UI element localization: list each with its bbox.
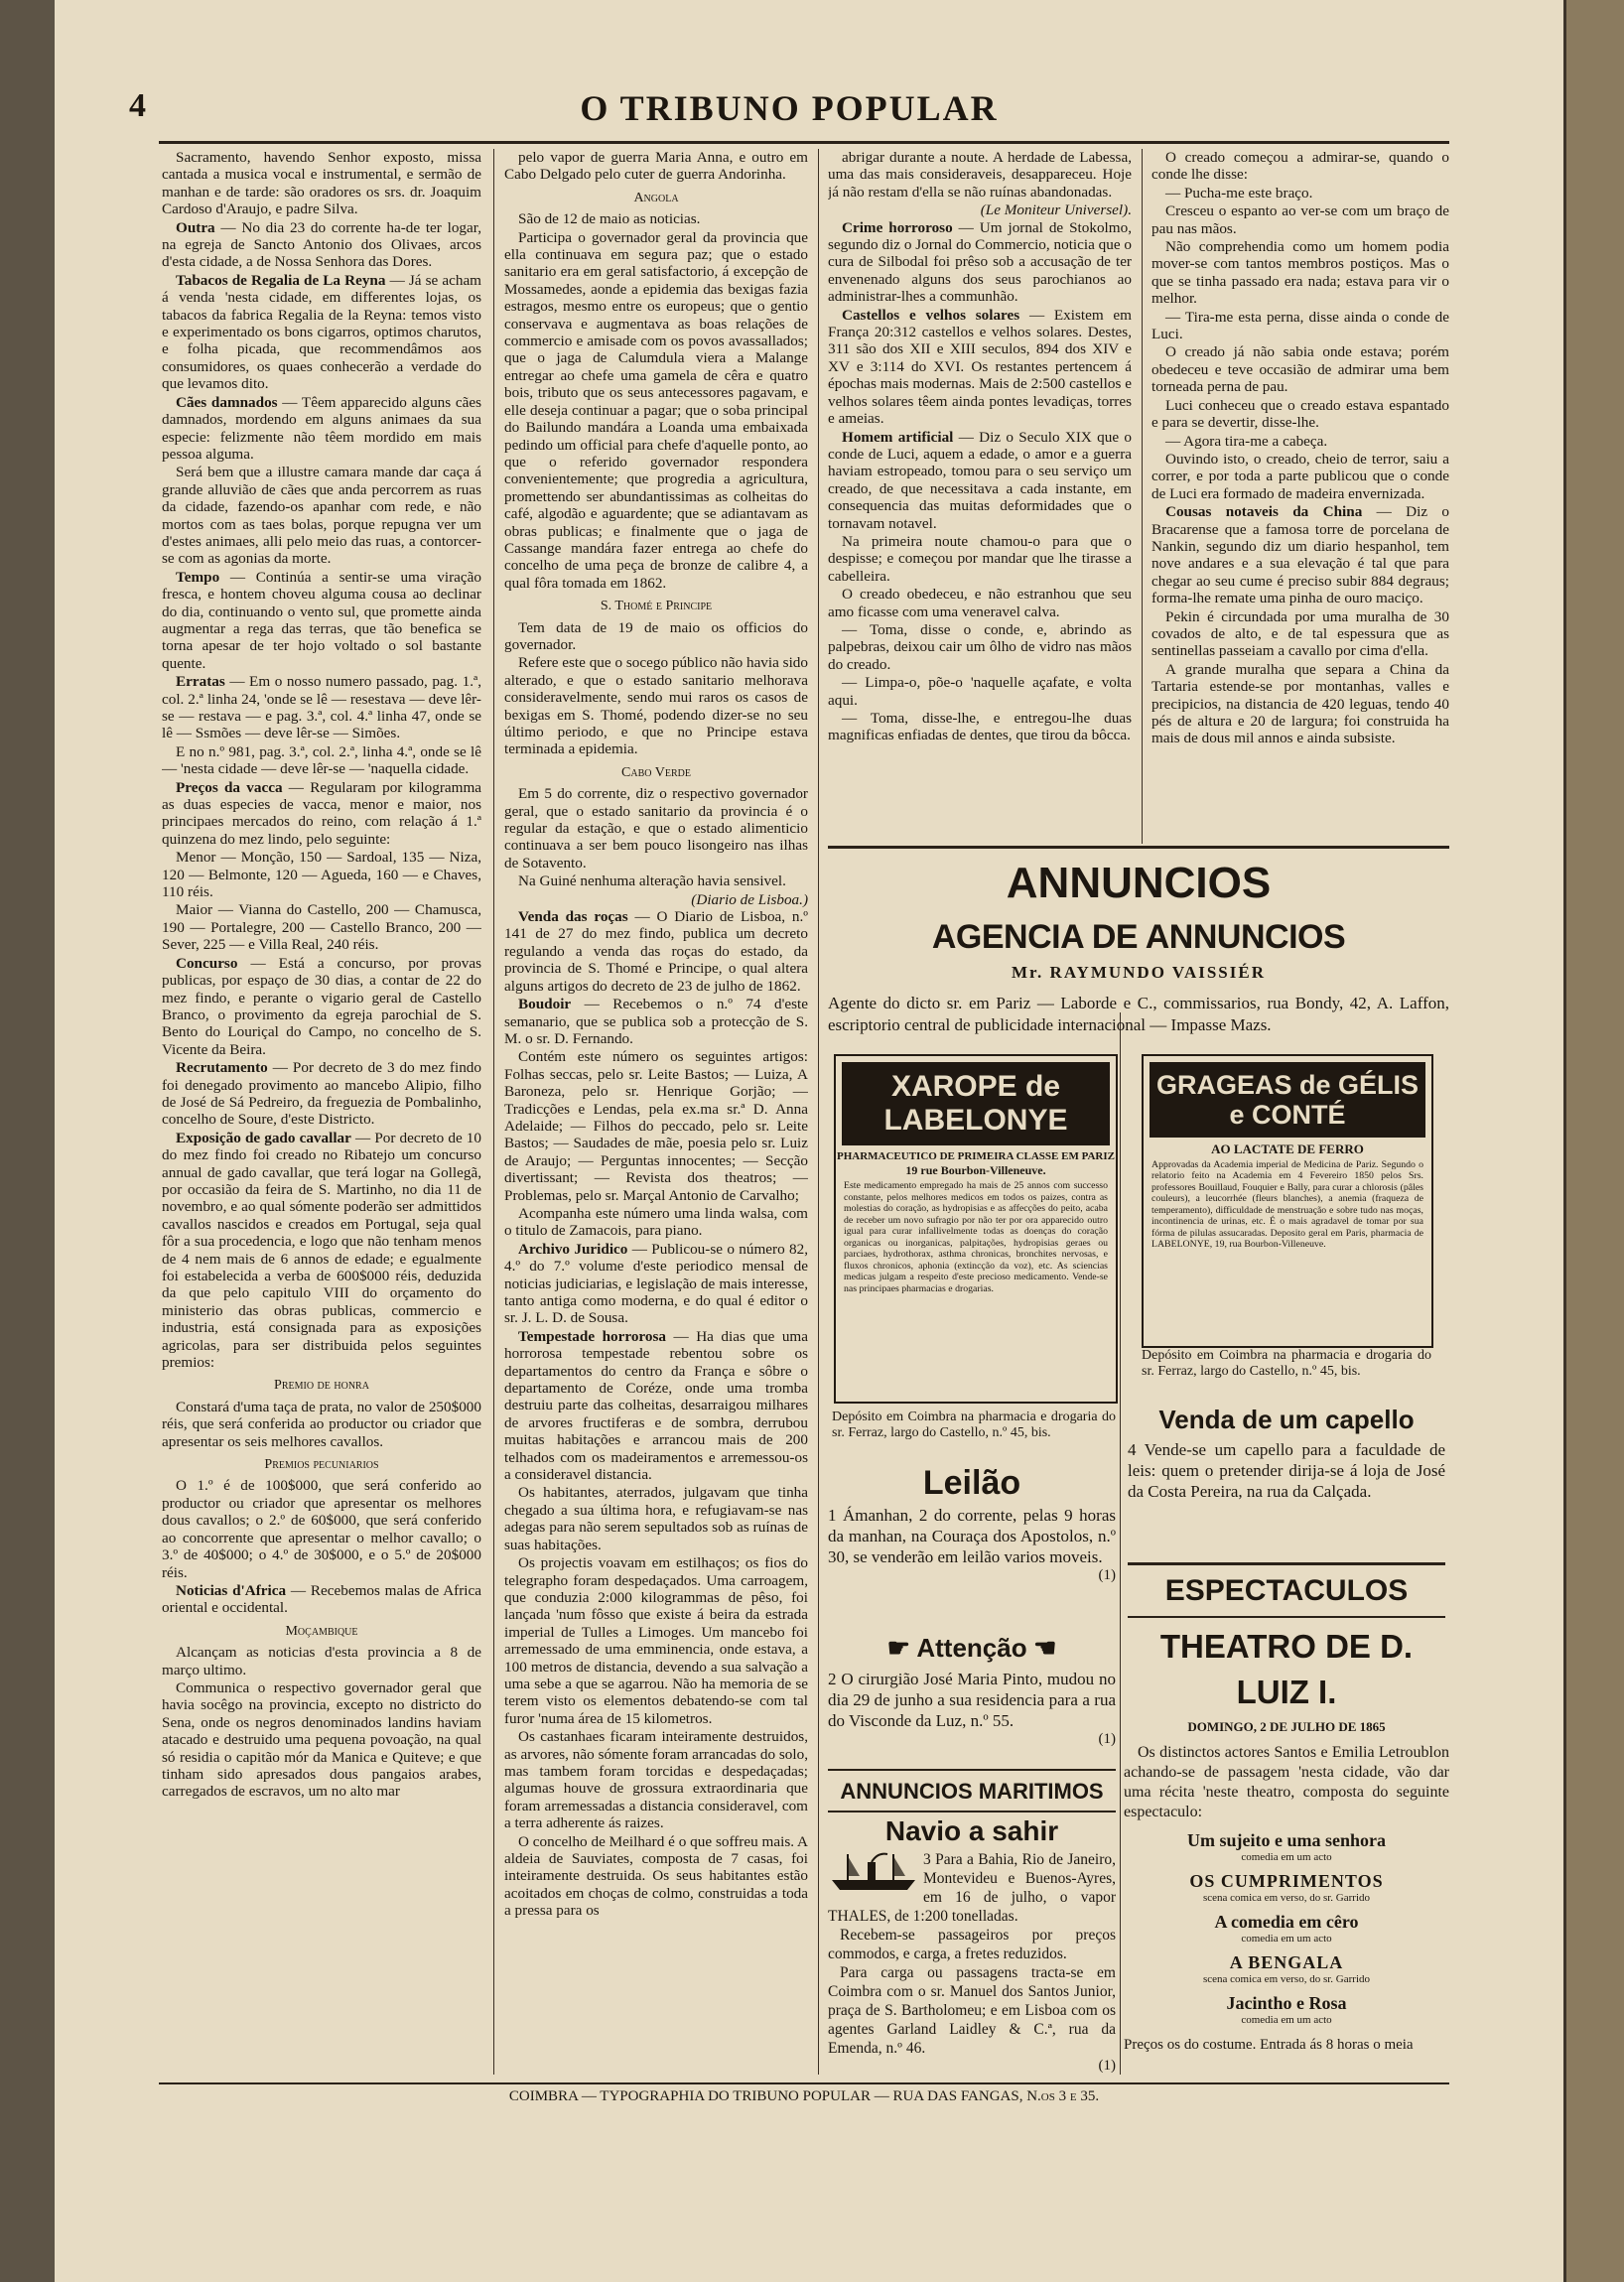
article-text: Pekin é circundada por uma muralha de 30 covados de alto, e de tal espessura que as sentinellas passeiam a cavallo por cima d'ella. bbox=[1151, 607, 1449, 660]
ads-title-box bbox=[828, 856, 1449, 913]
article bbox=[504, 1328, 808, 1484]
article bbox=[162, 673, 481, 742]
navio-text-3: Para carga ou passagens tracta-se em Coimbra com o sr. Manuel dos Santos Junior, praça de S. Bartholomeu; e em Lisboa com os agentes Garland Laidley & C.ª, rua da Emenda, n.º 46. bbox=[828, 1964, 1116, 2057]
article bbox=[162, 1130, 481, 1372]
ads-rule bbox=[828, 1769, 1116, 1771]
article-text: E no n.º 981, pag. 3.ª, col. 2.ª, linha 4.ª, onde se lê — 'nesta cidade — deve lêr-se — 'naquella cidade. bbox=[162, 742, 481, 778]
column-rule bbox=[1142, 149, 1143, 844]
theatro-prices: Preços os do costume. Entrada ás 8 horas o meia bbox=[1124, 2037, 1414, 2053]
grageas-text: Approvadas da Academia imperial de Medicina de Pariz. Segundo o relatorio feito na Academia em 4 Fevereiro 1850 pelos Srs. professores Bouillaud, Fouquier e Bally, para curar a chlorosis (pâles couleurs), a leucorrhée (fleurs blanches), a anemia (fraqueza de temperamento), difficuldade de menstruação e sobre tudo nas moças, incontinencia de urinas, etc. É o mais agradavel de tomar por sua fórma de pilulas assucaradas. Deposito geral em Paris, pharmacia de LABELONYE, 19, rua Bourbon-Villeneuve. bbox=[1151, 1158, 1423, 1250]
article-text: — Recebemos malas de Africa oriental e occidental. bbox=[162, 1581, 481, 1617]
masthead: O TRIBUNO POPULAR bbox=[580, 88, 999, 128]
theatro-date: DOMINGO, 2 DE JULHO DE 1865 bbox=[1187, 1719, 1386, 1734]
grageas-depot: Depósito em Coimbra na pharmacia e drogaria do sr. Ferraz, largo do Castello, n.º 45, bis. bbox=[1142, 1348, 1431, 1379]
article-heading: Boudoir bbox=[518, 996, 572, 1013]
article-text: — Toma, disse o conde, e, abrindo as palpebras, deixou cair um ôlho de vidro nas mãos do creado. bbox=[828, 620, 1132, 673]
article-text: — Tira-me esta perna, disse ainda o conde de Luci. bbox=[1151, 308, 1449, 343]
article-text: Não comprehendia como um homem podia mover-se com tantos membros postiços. Mas o que se tinha passado era nada; estava para vir o melhor. bbox=[1151, 238, 1449, 308]
article bbox=[504, 996, 808, 1047]
article-text: São de 12 de maio as noticias. bbox=[518, 210, 701, 228]
article-text: — Existem em França 20:312 castellos e velhos solares. Destes, 311 são dos XII e XIII seculos, 894 dos XIV e XV e 3:114 do XVI. Os restantes pertencem á épochas mais modernas. Mais de 2:500 castellos e velhos solares têem ainda pontes levadiças, torres e ameias. bbox=[828, 306, 1132, 428]
article-heading: Cães damnados bbox=[176, 393, 278, 411]
xarope-address: 19 rue Bourbon-Villeneuve. bbox=[905, 1162, 1046, 1177]
article-text: Os castanhaes ficaram inteiramente destruidos, as arvores, não sómente foram arrancadas do solo, mas tambem foram torcidas e despedaçadas; algumas houve de grossura extraordinaria que foram arremessadas a distancia consideravel, com a terra adherente ás raizes. bbox=[504, 1728, 808, 1832]
footer-rule bbox=[159, 2082, 1449, 2084]
article-text: O concelho de Meilhard é o que soffreu mais. A aldeia de Sauviates, composta de 7 casas, foi inteiramente destruida. Os seus habitantes estão acoitados em choças de colmo, construidas a toda a pressa para os bbox=[504, 1832, 808, 1920]
agency-box bbox=[828, 915, 1449, 963]
ads-rule bbox=[1128, 1616, 1445, 1618]
article-text: Maior — Vianna do Castello, 200 — Chamusca, 190 — Portalegre, 200 — Castello Branco, 200 — Sever, 225 — e Villa Real, 240 réis. bbox=[162, 901, 481, 954]
article-heading: Tempo bbox=[176, 568, 220, 586]
article-heading: Concurso bbox=[176, 954, 238, 972]
espectaculos-box bbox=[1128, 1570, 1445, 1614]
xarope-text: Este medicamento empregado ha mais de 25 annos com successo constante, pelos melhores medicos em todos os paizes, contra as molestias do coração, as hydropisias e as affecções do peito, acaba de receber um novo sufragio por não ter por ora apparecido outro igual para curar infallivelmente todas as doenças do coração organicas ou inorganicas, palpitações, hydropisias geraes ou parciaes, hydrothorax, asthma chronicas, bronchites nervosas, e fluxos chronicos, aphonia (extincção da voz), etc. As sciencias medicas julgam a respeito d'este precioso medicamento. Vende-se nas principaes pharmacias e drogarias. bbox=[844, 1180, 1108, 1294]
article bbox=[828, 307, 1132, 428]
source-credit: (Diario de Lisboa.) bbox=[691, 890, 808, 908]
atencao-text: 2 O cirurgião José Maria Pinto, mudou no dia 29 de junho a sua residencia para a rua do Visconde da Luz, n.º 55. bbox=[828, 1670, 1116, 1730]
article-heading: Preços da vacca bbox=[176, 778, 283, 796]
capello-heading: Venda de um capello bbox=[1158, 1405, 1415, 1434]
column-rule bbox=[1120, 1012, 1121, 2075]
leilao-advert bbox=[828, 1461, 1116, 1638]
column-4 bbox=[1151, 149, 1449, 834]
article-heading: Erratas bbox=[176, 673, 225, 691]
atencao-heading: Attenção bbox=[916, 1633, 1027, 1663]
article bbox=[162, 272, 481, 393]
article-text: — Já se acham á venda 'nesta cidade, em differentes lojas, os tabacos da fabrica Regalia de la Reyna: temos visto e experimentado os bons cigarros, optimos charutos, e folha picada, que recommendâmos aos consumidores, os quaes conhecerão a verdade do que levamos dito. bbox=[162, 271, 481, 393]
article-text: — Um jornal de Stokolmo, segundo diz o Jornal do Commercio, noticia que o cura de Silbodal foi prêso sob a accusação de ter envenenado alguns dos seus parochianos ao administrar-lhes a communhão. bbox=[828, 218, 1132, 306]
maritimos-heading: ANNUNCIOS MARITIMOS bbox=[840, 1779, 1104, 1804]
article bbox=[162, 394, 481, 464]
article-text: — Continúa a sentir-se uma viração fresca, e hontem choveu alguma cousa ao declinar do dia, continuando o vento sul, que promette ainda augmentar a rega das terras, que tão benefica se torna apesar de ter hojo voltado o sol bastante quente. bbox=[162, 568, 481, 672]
xarope-depot: Depósito em Coimbra na pharmacia e drogaria do sr. Ferraz, largo do Castello, n.º 45, bis. bbox=[832, 1409, 1116, 1440]
column-2 bbox=[504, 149, 808, 2075]
capello-advert bbox=[1128, 1400, 1445, 1548]
article-text: — Diz o Bracarense que a famosa torre de porcelana de Nankin, segundo diz um diario hespanhol, tem nove andares e a sua elevação é tal que para chegar ao seu cume é preciso subir 884 degraus; forma-lhe remate uma pinha de ouro maciço. bbox=[1151, 503, 1449, 607]
column-rule bbox=[493, 149, 494, 2075]
xarope-subtitle: PHARMACEUTICO DE PRIMEIRA CLASSE EM PARIZ bbox=[836, 1150, 1115, 1162]
play-title: A comedia em cêro bbox=[1214, 1912, 1359, 1932]
article-text: Refere este que o socego público não havia sido alterado, e que o estado sanitario melhorava consideravelmente, sendo mui raros os casos de bexigas em S. Thomé, podendo dizer-se no seu último periodo, e que no Principe estava terminada a epidemia. bbox=[504, 654, 808, 758]
play-subtitle: comedia em um acto bbox=[1241, 2014, 1332, 2026]
article-text: pelo vapor de guerra Maria Anna, e outro em Cabo Delgado pelo cuter de guerra Andorinha. bbox=[504, 149, 808, 184]
play-title: A BENGALA bbox=[1229, 1952, 1344, 1972]
espectaculos-heading: ESPECTACULOS bbox=[1164, 1574, 1409, 1607]
ads-title: ANNUNCIOS bbox=[1006, 859, 1272, 907]
source-credit: (Le Moniteur Universel). bbox=[980, 201, 1132, 219]
article-text: — O Diario de Lisboa, n.º 141 de 27 do mez findo, publica um decreto regulando a venda das roças do estado, da provincia de S. Thomé e Principe, o qual altera alguns artigos do decreto de 23 de julho de 1862. bbox=[504, 908, 808, 995]
article-heading: Cousas notaveis da China bbox=[1165, 503, 1363, 521]
subheading: Angola bbox=[633, 190, 679, 205]
article-text: — Por decreto de 10 do mez findo foi creado no Ribatejo um concurso annual de gado cavallar, que terá logar na Gollegã, por occasião da feira de S. Martinho, no dia 11 de novembro, e ao qual sómente poderão ser admittidos cavallos nascidos e creados em Portugal, seja qual fôr a sua procedencia, e logo que não tenham menos de 4 nem mais de 6 annos de edade; e egualmente foi estabelecida a verba de 600$000 réis, deduzida da que pelo capitulo VIII do orçamento do ministerio das obras publicas, commercio e industria, está consignada para as exposições agricolas, para ser distribuida pelos seguintes premios: bbox=[162, 1129, 481, 1372]
article-text: A grande muralha que separa a China da Tartaria estende-se por montanhas, valles e precipicios, na distancia de 420 leguas, tendo 40 pés de altura e 20 de largura; foi construida ha mais de dous mil annos e ainda subsiste. bbox=[1151, 660, 1449, 747]
play-title: OS CUMPRIMENTOS bbox=[1189, 1871, 1384, 1891]
article-text: — Publicou-se o número 82, 4.º do 7.º volume d'este periodico mensal de noticias judiciarias, e legislação de mais interesse, tanto antiga como moderna, e do qual é editor o sr. J. L. D. de Sousa. bbox=[504, 1240, 808, 1327]
navio-advert bbox=[828, 1812, 1116, 2076]
atencao-number: (1) bbox=[1098, 1731, 1116, 1747]
article-text: Será bem que a illustre camara mande dar caça á grande alluvião de cães que anda percorrem as ruas da cidade, fazendo-os apanhar com rede, e não mortos com as taes bolas, porque repugna ver um d'estes animaes, alli pelo meio das ruas, a contorcer-se com as agonias da morte. bbox=[162, 464, 481, 568]
atencao-heading-row bbox=[828, 1628, 1116, 1669]
article-text: Em 5 do corrente, diz o respectivo governador geral, que o estado sanitario da provincia é o regular da estação, e que o estado alimenticio continuava a ser bem pouco lisongeiro nas ilhas de Sotavento. bbox=[504, 785, 808, 872]
steamship-icon bbox=[828, 1850, 919, 1894]
article-text: Contém este número os seguintes artigos: Folhas seccas, pelo sr. Leite Bastos; — Luiza, A Baroneza, pelo sr. Henrique Gorjão; — Tradicções e Lendas, pela ex.ma sr.ª D. Anna Adelaide; — Filhos do peccado, pelo sr. Leite Bastos; — Saudades de mãe, poesia pelo sr. Luiz de Araujo; — Perguntas innocentes; — Secção divertissant; — Revista dos theatros; — Problemas, pelo sr. Marçal Antonio de Carvalho; bbox=[504, 1048, 808, 1204]
maritimos-box bbox=[828, 1777, 1116, 1809]
article-text: Os projectis voavam em estilhaços; os fios do telegrapho foram despedaçados. Uma carroagem, que conduzia 2:000 kilogrammas de pêso, foi lançada 'num fôsso que existe á beira da estrada imperial de Tulles a Limoges. Um mancebo foi arremessado de uma emminencia, onde estava, a 100 metros de distancia, devendo a sua salvação a uma sebe a que se agarrou. Não ha memoria de se terem visto os elementos debatendo-se com tal furor 'numa área de 15 kilometros. bbox=[504, 1554, 808, 1727]
agency-title: AGENCIA DE ANNUNCIOS bbox=[931, 918, 1346, 956]
article-heading: Outra bbox=[176, 218, 215, 236]
article-text: Menor — Monção, 150 — Sardoal, 135 — Niza, 120 — Belmonte, 120 — Agueda, 160 — e Chaves, 110 réis. bbox=[162, 849, 481, 901]
article-heading: Noticias d'Africa bbox=[176, 1581, 287, 1599]
subheading: Moçambique bbox=[285, 1623, 358, 1639]
pointing-hand-icon: ☚ bbox=[1033, 1634, 1057, 1663]
grageas-title: GRAGEAS de GÉLIS e CONTÉ bbox=[1150, 1062, 1425, 1138]
article-text: Alcançam as noticias d'esta provincia a 8 de março ultimo. bbox=[162, 1644, 481, 1678]
play-subtitle: scena comica em verso, do sr. Garrido bbox=[1203, 1892, 1370, 1904]
article-heading: Exposição de gado cavallar bbox=[176, 1129, 351, 1146]
pointing-hand-icon: ☛ bbox=[886, 1634, 910, 1663]
article bbox=[504, 1241, 808, 1327]
column-rule bbox=[818, 149, 819, 2075]
article-text: — Ha dias que uma horrorosa tempestade rebentou sobre os departamentos do centro da França e sôbre o departamento de Coréze, onde uma tromba destruiu parte das colheitas, desarraigou milhares de arvores fructiferas e de sombra, derrubou muitas habitações e arrancou mais de 200 telhados com os madeiramentos e arremessou-os a consideravel distancia. bbox=[504, 1327, 808, 1484]
theatro-text: Os distinctos actores Santos e Emilia Letroublon achando-se de passagem 'nesta cidade, vão dar uma récita 'neste theatro, composta do seguinte espectaculo: bbox=[1124, 1744, 1449, 1820]
atencao-advert bbox=[828, 1628, 1116, 1767]
play-title: Um sujeito e uma senhora bbox=[1187, 1830, 1386, 1850]
navio-text-2: Recebem-se passageiros por preços commodos, e carga, a fretes reduzidos. bbox=[828, 1927, 1116, 1962]
printer-imprint: COIMBRA — TYPOGRAPHIA DO TRIBUNO POPULAR — RUA DAS FANGAS, N.os 3 e 35. bbox=[508, 2088, 1100, 2104]
article-text: Ouvindo isto, o creado, cheio de terror, saiu a correr, e por toda a parte publicou que o conde de Luci era formado de madeira envernizada. bbox=[1151, 450, 1449, 502]
article-text: Acompanha este número uma linda walsa, com o titulo de Zamacois, para piano. bbox=[504, 1204, 808, 1240]
article-text: Sacramento, havendo Senhor exposto, missa cantada a musica vocal e instrumental, e sermão de manhan e de tarde: são oradores os srs. dr. Joaquim Cardoso d'Araujo, e padre Silva. bbox=[162, 149, 481, 218]
article-text: O creado obedeceu, e não estranhou que seu amo ficasse com uma veneravel calva. bbox=[828, 586, 1132, 620]
article-text: O creado já não sabia onde estava; porém obedeceu e teve occasião de admirar uma bem torneada perna de pau. bbox=[1151, 343, 1449, 396]
article-text: — Recebemos o n.º 74 d'este semanario, que se publica sob a protecção de S. M. o sr. D. Fernando. bbox=[504, 996, 808, 1047]
article bbox=[162, 1059, 481, 1129]
article-text: — Diz o Seculo XIX que o conde de Luci, aquem a edade, o amor e a guerra haviam estropeado, tomou para o seu serviço um creado, de que necessitava a cada instante, em consequencia das muitas deformidades que o tornavam notavel. bbox=[828, 428, 1132, 532]
article-text: — Está a concurso, por provas publicas, por espaço de 30 dias, a contar de 22 do mez findo, e perante o vigario geral de Castello Branco, o provimento da egreja parochial de S. Bento do Louriçal do Campo, no concelho de S. Vicente da Beira. bbox=[162, 954, 481, 1058]
article-text: Constará d'uma taça de prata, no valor de 250$000 réis, que será conferida ao productor ou criador que apresentar os seis melhores cavallos. bbox=[162, 1398, 481, 1450]
article-text: — Agora tira-me a cabeça. bbox=[1165, 432, 1328, 450]
leilao-number: (1) bbox=[1098, 1567, 1116, 1583]
xarope-title: XAROPE de LABELONYE bbox=[842, 1062, 1110, 1145]
navio-text: 3 Para a Bahia, Rio de Janeiro, Montevideu e Buenos-Ayres, em 16 de julho, o vapor THALES, de 1:200 tonelladas. bbox=[828, 1851, 1116, 1925]
article-text: — No dia 23 do corrente ha-de ter logar, na egreja de Sancto Antonio dos Olivaes, arcos d'esta cidade, a de Nossa Senhora das Dores. bbox=[162, 218, 481, 271]
article-heading: Crime horroroso bbox=[842, 218, 953, 236]
article-text: — Pucha-me este braço. bbox=[1165, 184, 1313, 201]
leilao-text: 1 Ámanhan, 2 do corrente, pelas 9 horas da manhan, na Couraça dos Apostolos, n.º 30, se venderão em leilão varios moveis. bbox=[828, 1506, 1116, 1566]
navio-text-block bbox=[828, 1850, 1116, 1926]
grageas-subtitle: AO LACTATE DE FERRO bbox=[1211, 1141, 1364, 1156]
leilao-heading: Leilão bbox=[922, 1464, 1021, 1502]
navio-number: (1) bbox=[1098, 2058, 1116, 2074]
column-1 bbox=[162, 149, 481, 2075]
article bbox=[162, 955, 481, 1058]
xarope-advert bbox=[834, 1054, 1118, 1404]
article bbox=[828, 429, 1132, 532]
play-subtitle: scena comica em verso, do sr. Garrido bbox=[1203, 1973, 1370, 1985]
article-heading: Venda das roças bbox=[518, 908, 628, 926]
article-heading: Tabacos de Regalia de La Reyna bbox=[176, 271, 386, 289]
play-subtitle: comedia em um acto bbox=[1241, 1933, 1332, 1945]
page-header bbox=[129, 87, 1449, 135]
article-text: abrigar durante a noute. A herdade de Labessa, uma das mais consideraveis, desappareceu. Hoje já não restam d'ella se não ruínas abandonadas. bbox=[828, 149, 1132, 201]
header-rule bbox=[159, 141, 1449, 144]
theatro-advert bbox=[1124, 1624, 1449, 2073]
article-heading: Homem artificial bbox=[842, 428, 954, 446]
article bbox=[1151, 503, 1449, 606]
article-text: Os habitantes, aterrados, julgavam que tinha chegado a sua última hora, e refugiavam-se nas adegas para não serem sepultados sob as ruínas de suas habitações. bbox=[504, 1484, 808, 1553]
article bbox=[162, 779, 481, 849]
agent-text: Agente do dicto sr. em Pariz — Laborde e C., commissarios, rua Bondy, 42, A. Laffon, escriptorio central de publicidade internacional — Impasse Mazs. bbox=[828, 994, 1449, 1034]
article bbox=[828, 219, 1132, 306]
article-text: — Regularam por kilogramma as duas especies de vacca, menor e maior, nos principaes mercados do reino, com relação á 1.ª quinzena do mez lindo, pelo seguinte: bbox=[162, 778, 481, 848]
subheading: S. Thomé e Principe bbox=[600, 599, 713, 614]
article-text: Luci conheceu que o creado estava espantado e para se devertir, disse-lhe. bbox=[1151, 396, 1449, 432]
article-text: — Têem apparecido alguns cães damnados, mordendo em alguns animaes da sua especie: felizmente não têem mordido em mais pessoa alguma. bbox=[162, 393, 481, 463]
article-heading: Tempestade horrorosa bbox=[518, 1327, 666, 1345]
subheading: Cabo Verde bbox=[621, 764, 691, 780]
article bbox=[504, 908, 808, 995]
article-text: O 1.º é de 100$000, que será conferido ao productor ou criador que apresentar os melhores dous cavallos; o 2.º de 60$000, que será conferido ao concorrente que apresentar o melhor cavallo; o 3.º de 40$000; o 4.º de 30$000, e o 5.º de 20$000 réis. bbox=[162, 1477, 481, 1581]
article-text: Communica o respectivo governador geral que havia socêgo na provincia, excepto no districto do Sena, onde os negros denominados landins haviam atacado e destruido uma pequena povoação, na qual só residia o capitão mór da Manica e Quiteve; e que tinham sido apresados dous pangaios arabes, carregados de escravos, um no alto mar bbox=[162, 1678, 481, 1801]
article bbox=[162, 1582, 481, 1617]
theatro-heading: THEATRO DE D. LUIZ I. bbox=[1159, 1628, 1414, 1710]
article-heading: Recrutamento bbox=[176, 1059, 268, 1077]
article-text: Cresceu o espanto ao ver-se com um braço de pau nas mãos. bbox=[1151, 202, 1449, 237]
article-text: Tem data de 19 de maio os officios do governador. bbox=[504, 618, 808, 653]
article-heading: Castellos e velhos solares bbox=[842, 306, 1020, 324]
navio-heading: Navio a sahir bbox=[884, 1815, 1059, 1846]
article-text: — Toma, disse-lhe, e entregou-lhe duas magnificas enfiadas de dentes, que tirou da bôcca. bbox=[828, 710, 1132, 744]
article bbox=[162, 219, 481, 271]
subheading: Premio de honra bbox=[274, 1378, 369, 1394]
ads-rule bbox=[828, 846, 1449, 849]
agent-name: Mr. RAYMUNDO VAISSIÉR bbox=[1012, 963, 1266, 982]
article-text: — Limpa-o, põe-o 'naquelle açafate, e volta aqui. bbox=[828, 674, 1132, 709]
ads-rule bbox=[1128, 1562, 1445, 1565]
article-text: O creado começou a admirar-se, quando o conde lhe disse: bbox=[1151, 149, 1449, 184]
article bbox=[162, 569, 481, 672]
article-text: — Por decreto de 3 do mez findo foi denegado provimento ao mancebo Alipio, filho de José de Sá Pedreiro, da freguezia de Pombalinho, concelho de Soure, d'este Districto. bbox=[162, 1059, 481, 1129]
article-text: Participa o governador geral da provincia que ella continuava em segura paz; que o estado sanitario era em geral satisfactorio, á excepção de Mossamedes, aonde a epidemia das bexigas fazia estragos, mesmo entre os europeus; que o gentio conservava e augmentava as boas relações de commercio e amisade com os povos avassallados; que o jaga de Calumdula viera a Malange entregar ao chefe uma gamela de cêra e quatro bois, tributo que os seus antecessores pagavam, e elle deseja continuar a pagar; que o soba principal do Bailundo mandára a Loanda uma embaixada pedindo um official para chefe d'aquelle ponto, ao que o referido governador respondera convenientemente; que progredia a agricultura, promettendo ser abundantissimas as colheitas do café, algodão e aguardente; que se adiantavam as obras publicas; e finalmente que o jaga de Cassange mandára fazer entrega ao chefe do concelho de uma peça de bronze de calibre 4, a qual fôra tomada em 1862. bbox=[504, 228, 808, 592]
article-text: Na Guiné nenhuma alteração havia sensivel. bbox=[518, 873, 786, 890]
play-subtitle: comedia em um acto bbox=[1241, 1851, 1332, 1863]
capello-text: 4 Vende-se um capello para a faculdade de leis: quem o pretender dirija-se á loja de José da Costa Pereira, na rua da Calçada. bbox=[1128, 1440, 1445, 1501]
article-text: Na primeira noute chamou-o para que o despisse; e começou por mandar que lhe tirasse a cabelleira. bbox=[828, 532, 1132, 585]
subheading: Premios pecuniarios bbox=[264, 1457, 379, 1473]
page-number: 4 bbox=[129, 87, 146, 124]
article-text: — Em o nosso numero passado, pag. 1.ª, col. 2.ª linha 24, 'onde se lê — resestava — deve lêr-se — restava — e pag. 3.ª, col. 4.ª linha 47, onde se lê — Ssmões — deve lêr-se — Simões. bbox=[162, 673, 481, 742]
play-title: Jacintho e Rosa bbox=[1226, 1993, 1347, 2013]
article-heading: Archivo Juridico bbox=[518, 1240, 628, 1258]
grageas-advert bbox=[1142, 1054, 1433, 1348]
column-3 bbox=[828, 149, 1132, 834]
next-page-edge bbox=[1563, 0, 1624, 2282]
